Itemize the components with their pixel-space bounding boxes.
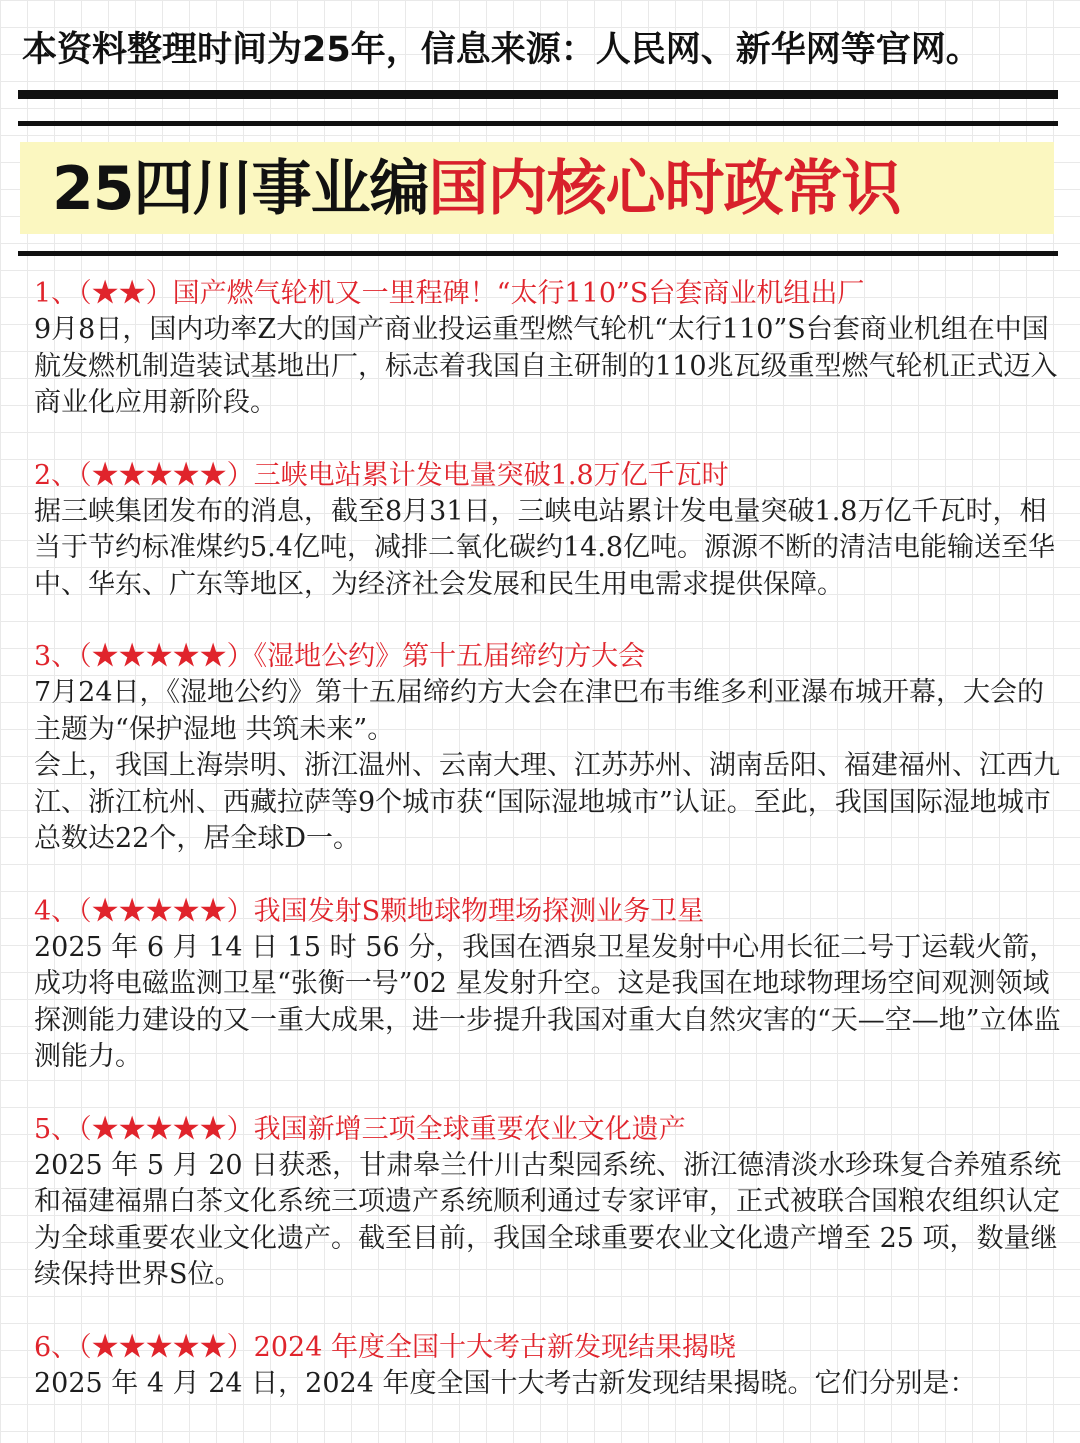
divider-upper [18,121,1058,126]
title-prefix: 25四川事业编 [52,154,429,224]
news-item [34,1330,1064,1403]
news-item-body [34,675,1064,858]
news-item-paragraph: 2025 年 6 月 14 日 15 时 56 分，我国在酒泉卫星发射中心用长征二号丁运载火箭，成功将电磁监测卫星“张衡一号”02 星发射升空。这是我国在地球物理场空间观测领域探测能力建设的又一重大成果，进一步提升我国对重大自然灾害的“天—空—地”立体监测能力。 [34,931,1061,1072]
news-item-body [34,1148,1064,1294]
news-item-title: 4、（★★★★★）我国发射S颗地球物理场探测业务卫星 [34,895,705,927]
news-item-title: 1、（★★）国产燃气轮机又一里程碑！“太行110”S台套商业机组出厂 [34,278,865,309]
news-item-body [34,494,1064,604]
news-item-title: 5、（★★★★★）我国新增三项全球重要农业文化遗产 [34,1113,686,1145]
news-item-body [34,1366,1064,1403]
news-item [34,639,1064,858]
news-item-paragraph: 9月8日，国内功率Z大的国产商业投运重型燃气轮机“太行110”S台套商业机组在中国航发燃机制造装试基地出厂，标志着我国自主研制的110兆瓦级重型燃气轮机正式迈入商业化应用新阶段。 [34,314,1058,418]
news-item [34,458,1064,604]
page-title [52,146,901,232]
news-item-paragraph: 7月24日，《湿地公约》第十五届缔约方大会在津巴布韦维多利亚瀑布城开幕，大会的主题为“保护湿地 共筑未来”。 [34,677,1045,745]
news-item-title: 6、（★★★★★）2024 年度全国十大考古新发现结果揭晓 [34,1331,736,1363]
news-item-title: 2、（★★★★★）三峡电站累计发电量突破1.8万亿千瓦时 [34,459,729,491]
news-item-body [34,930,1064,1076]
divider-top [18,90,1058,99]
news-item-paragraph: 据三峡集团发布的消息，截至8月31日，三峡电站累计发电量突破1.8万亿千瓦时，相当于节约标准煤约5.4亿吨，减排二氧化碳约14.8亿吨。源源不断的清洁电能输送至华中、华东、广东等地区，为经济社会发展和民生用电需求提供保障。 [34,495,1056,600]
news-item [34,1112,1064,1294]
news-item [34,894,1064,1076]
news-item-title: 3、（★★★★★）《湿地公约》第十五届缔约方大会 [34,641,646,672]
title-highlight: 国内核心时政常识 [428,154,901,224]
news-item-body [34,312,1064,422]
news-item-paragraph: 2025 年 5 月 20 日获悉，甘肃皋兰什川古梨园系统、浙江德清淡水珍珠复合养殖系统和福建福鼎白茶文化系统三项遗产系统顺利通过专家评审，正式被联合国粮农组织认定为全球重要农业文化遗产。截至目前，我国全球重要农业文化遗产增至 25 项，数量继续保持世界S位。 [34,1149,1062,1290]
source-note: 本资料整理时间为25年，信息来源：人民网、新华网等官网。 [22,30,981,70]
news-list [34,276,1064,1438]
news-item [34,276,1064,422]
news-item-paragraph: 会上，我国上海崇明、浙江温州、云南大理、江苏苏州、湖南岳阳、福建福州、江西九江、浙江杭州、西藏拉萨等9个城市获“国际湿地城市”认证。至此，我国国际湿地城市总数达22个，居全球D一。 [34,750,1060,854]
news-item-paragraph: 2025 年 4 月 24 日，2024 年度全国十大考古新发现结果揭晓。它们分别是： [34,1367,977,1399]
divider-lower [18,251,1058,256]
